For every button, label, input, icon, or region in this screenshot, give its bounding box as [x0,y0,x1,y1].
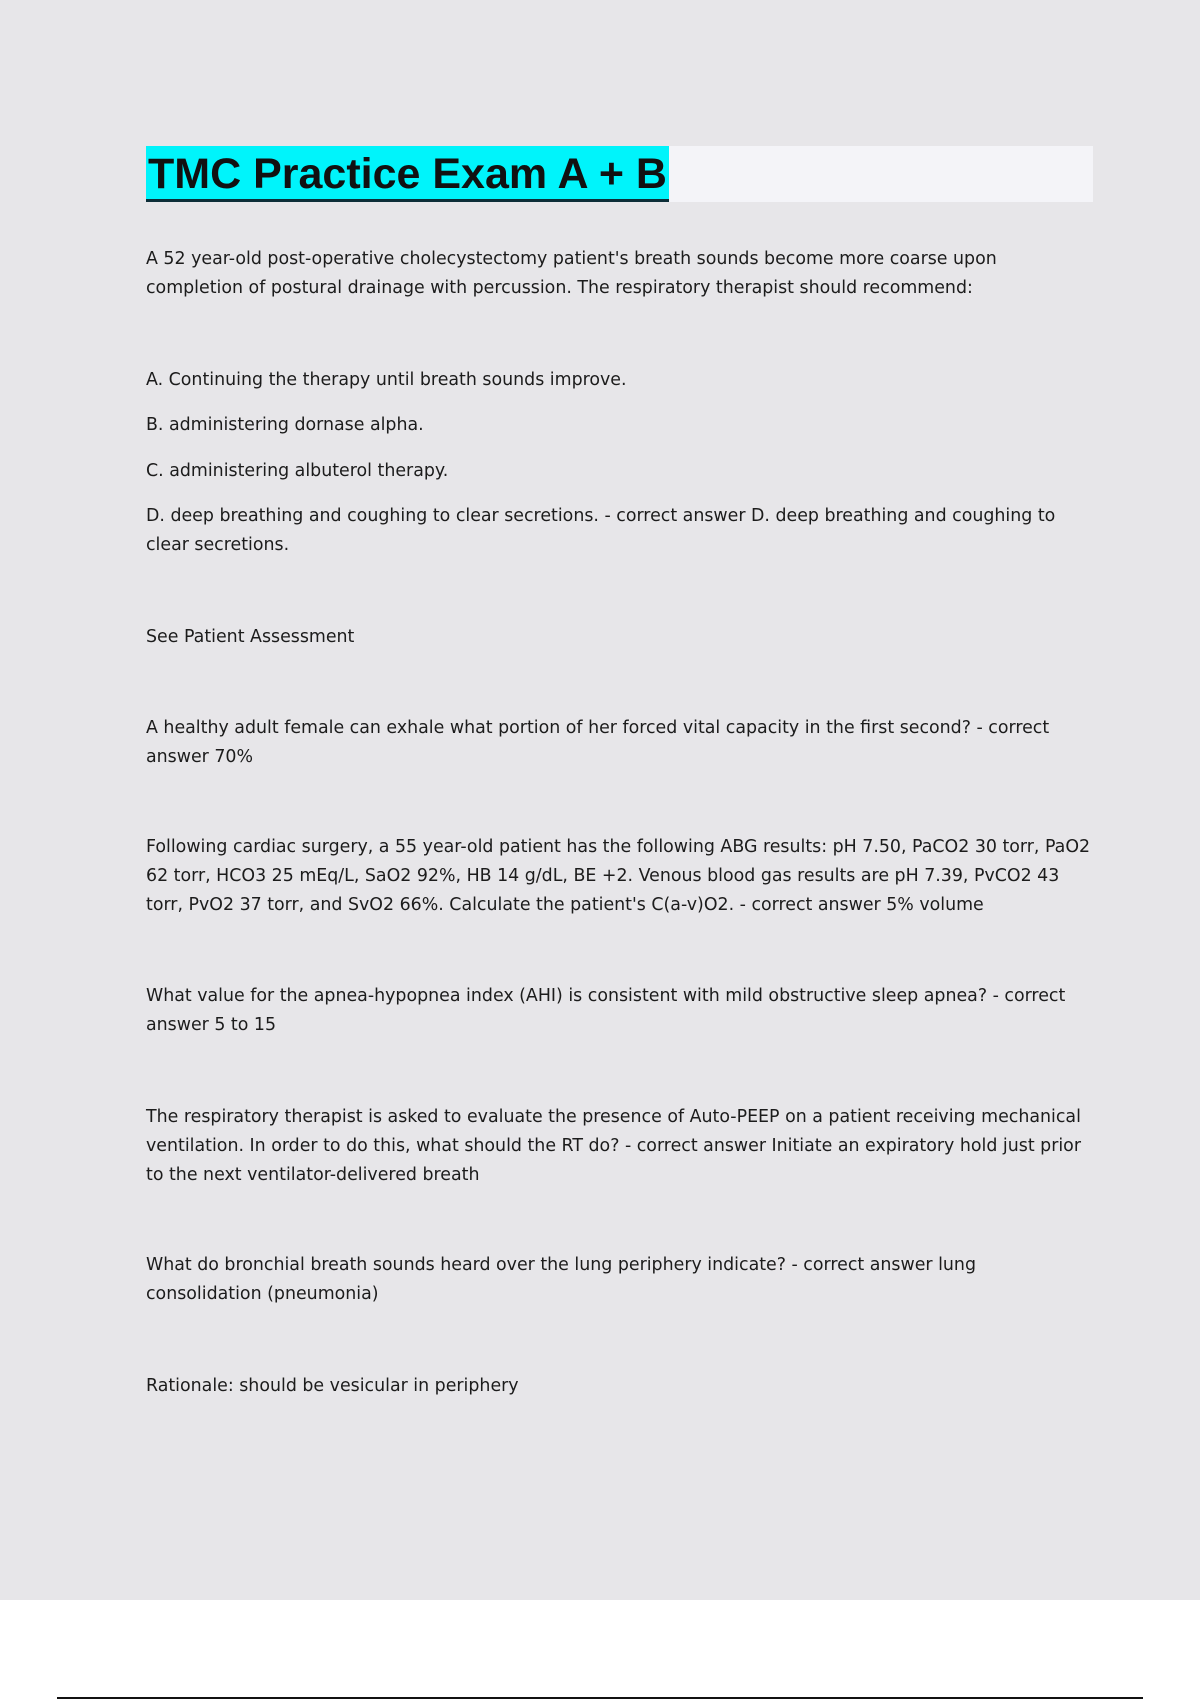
answer-option-c: C. administering albuterol therapy. [146,461,449,481]
question-1: A 52 year-old post-operative cholecystectomy patient's breath sounds become more coarse upon completion of postural drainage with percussion. The respiratory therapist should recommend: [146,249,997,298]
footer-rule [57,1697,1143,1699]
document-title: TMC Practice Exam A + B [146,146,669,202]
question-5: The respiratory therapist is asked to evaluate the presence of Auto-PEEP on a patient receiving mechanical ventilation. In order to do this, what should the RT do? - correct answer Initiate an expiratory hold just prior to the next ventilator-delivered breath [146,1107,1081,1185]
question-4: What value for the apnea-hypopnea index (AHI) is consistent with mild obstructive sleep apnea? - correct answer 5 to 15 [146,986,1066,1035]
answer-option-b: B. administering dornase alpha. [146,415,424,435]
question-6: What do bronchial breath sounds heard over the lung periphery indicate? - correct answer lung consolidation (pneumonia) [146,1255,976,1304]
note-see-patient-assessment: See Patient Assessment [146,627,355,647]
answer-option-a: A. Continuing the therapy until breath sounds improve. [146,370,627,390]
question-2: A healthy adult female can exhale what portion of her forced vital capacity in the first second? - correct answer 70% [146,718,1050,767]
answer-option-d: D. deep breathing and coughing to clear secretions. - correct answer D. deep breathing and coughing to clear secretions. [146,506,1056,555]
question-3: Following cardiac surgery, a 55 year-old patient has the following ABG results: pH 7.50, PaCO2 30 torr, PaO2 62 torr, HCO3 25 mEq/L, SaO2 92%, HB 14 g/dL, BE +2. Venous blood gas results are pH 7.39, PvCO2 43 torr, PvO2 37 torr, and SvO2 66%. Calculate the patient's C(a-v)O2. - correct answer 5% volume [146,837,1091,915]
rationale-note: Rationale: should be vesicular in periphery [146,1376,519,1396]
